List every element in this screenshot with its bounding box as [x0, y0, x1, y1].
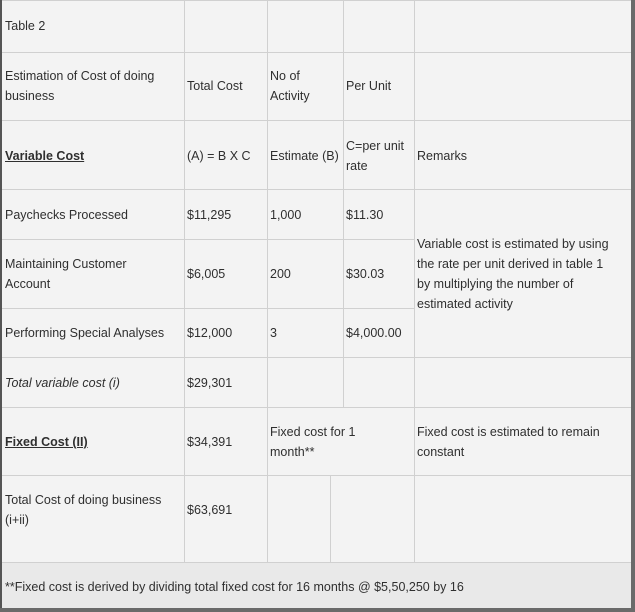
header-no-of-activity: No of Activity	[270, 69, 310, 103]
col-line	[330, 475, 331, 562]
col-line	[267, 0, 268, 562]
total-variable-value: $29,301	[187, 376, 233, 390]
row-line	[2, 475, 631, 476]
variable-remark: Variable cost is estimated by using the rate per unit derived in table 1 by multiplying the number of estimated activity	[417, 237, 609, 311]
footnote: **Fixed cost is derived by dividing total fixed cost for 16 months @ $5,50,250 by 16	[5, 580, 464, 594]
frame-border	[0, 608, 635, 612]
row-line	[2, 120, 631, 121]
fixed-cost-note: Fixed cost for 1 month**	[270, 425, 356, 459]
row-line	[2, 0, 631, 1]
row-total-cost: $11,295	[187, 208, 232, 222]
row-line	[2, 239, 415, 240]
row-line	[2, 52, 631, 53]
remarks-label: Remarks	[417, 149, 468, 163]
row-line	[2, 357, 631, 358]
col-line	[414, 0, 415, 562]
per-unit-rate-label: C=per unit rate	[346, 139, 405, 173]
row-line	[2, 189, 631, 190]
row-activity: 3	[270, 326, 277, 340]
col-line	[343, 0, 344, 407]
row-line	[2, 562, 631, 563]
col-line	[184, 0, 185, 562]
row-line	[2, 308, 415, 309]
variable-cost-heading: Variable Cost	[5, 149, 85, 163]
row-per-unit: $11.30	[346, 208, 384, 222]
row-description: Maintaining Customer Account	[5, 257, 127, 291]
fixed-remark: Fixed cost is estimated to remain constant	[417, 425, 600, 459]
header-per-unit: Per Unit	[346, 79, 392, 93]
header-total-cost: Total Cost	[187, 79, 243, 93]
fixed-cost-value: $34,391	[187, 435, 233, 449]
row-description: Paychecks Processed	[5, 208, 128, 222]
row-activity: 1,000	[270, 208, 302, 222]
row-per-unit: $30.03	[346, 267, 385, 281]
frame-border	[0, 0, 2, 612]
header-description: Estimation of Cost of doing business	[5, 69, 155, 103]
row-per-unit: $4,000.00	[346, 326, 402, 340]
row-total-cost: $12,000	[187, 326, 233, 340]
table-title: Table 2	[5, 19, 46, 33]
formula-label: (A) = B X C	[187, 149, 251, 163]
total-variable-label: Total variable cost (i)	[5, 376, 120, 390]
row-total-cost: $6,005	[187, 267, 226, 281]
row-line	[2, 407, 631, 408]
fixed-cost-heading: Fixed Cost (II)	[5, 435, 88, 449]
estimate-label: Estimate (B)	[270, 149, 339, 163]
frame-border	[631, 0, 635, 612]
total-cost-label: Total Cost of doing business (i+ii)	[5, 493, 162, 527]
row-description: Performing Special Analyses	[5, 326, 165, 340]
row-activity: 200	[270, 267, 291, 281]
total-cost-value: $63,691	[187, 503, 233, 517]
